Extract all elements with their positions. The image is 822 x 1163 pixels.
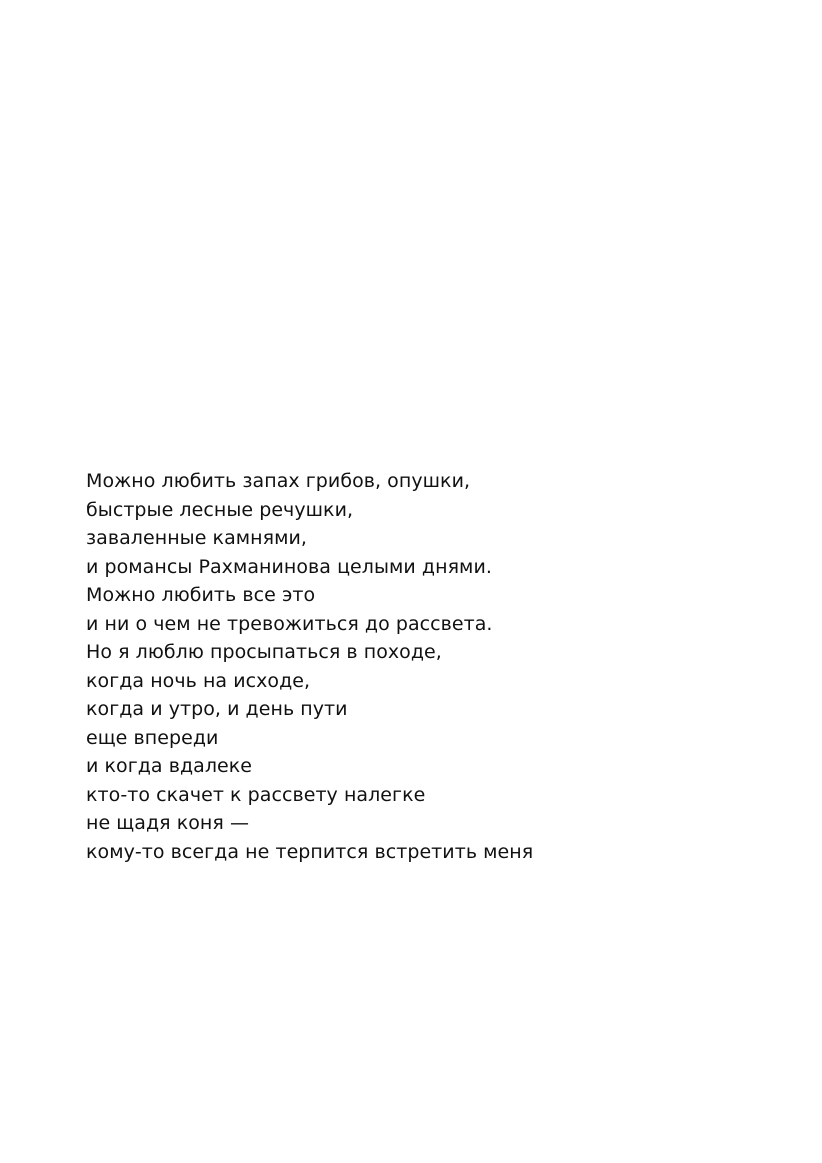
poem-line: кто-то скачет к рассвету налегке xyxy=(86,783,426,806)
poem-line: не щадя коня — xyxy=(86,812,249,834)
poem-line: еще впереди xyxy=(86,726,219,749)
poem-line: Можно любить запах грибов, опушки, xyxy=(86,470,471,492)
poem-line: когда и утро, и день пути xyxy=(86,698,348,720)
poem-line: и ни о чем не тревожиться до рассвета. xyxy=(86,612,493,635)
poem-line: когда ночь на исходе, xyxy=(86,669,311,692)
poem-line: и романсы Рахманинова целыми днями. xyxy=(86,555,492,578)
poem-line: быстрые лесные речушки, xyxy=(86,498,354,521)
poem-line: Можно любить все это xyxy=(86,584,316,606)
poem-line: кому-то всегда не терпится встретить меня xyxy=(86,840,534,863)
poem xyxy=(86,467,706,866)
poem-line: и когда вдалеке xyxy=(86,755,253,777)
poem-line: заваленные камнями, xyxy=(86,527,307,549)
poem-line: Но я люблю просыпаться в походе, xyxy=(86,641,442,663)
